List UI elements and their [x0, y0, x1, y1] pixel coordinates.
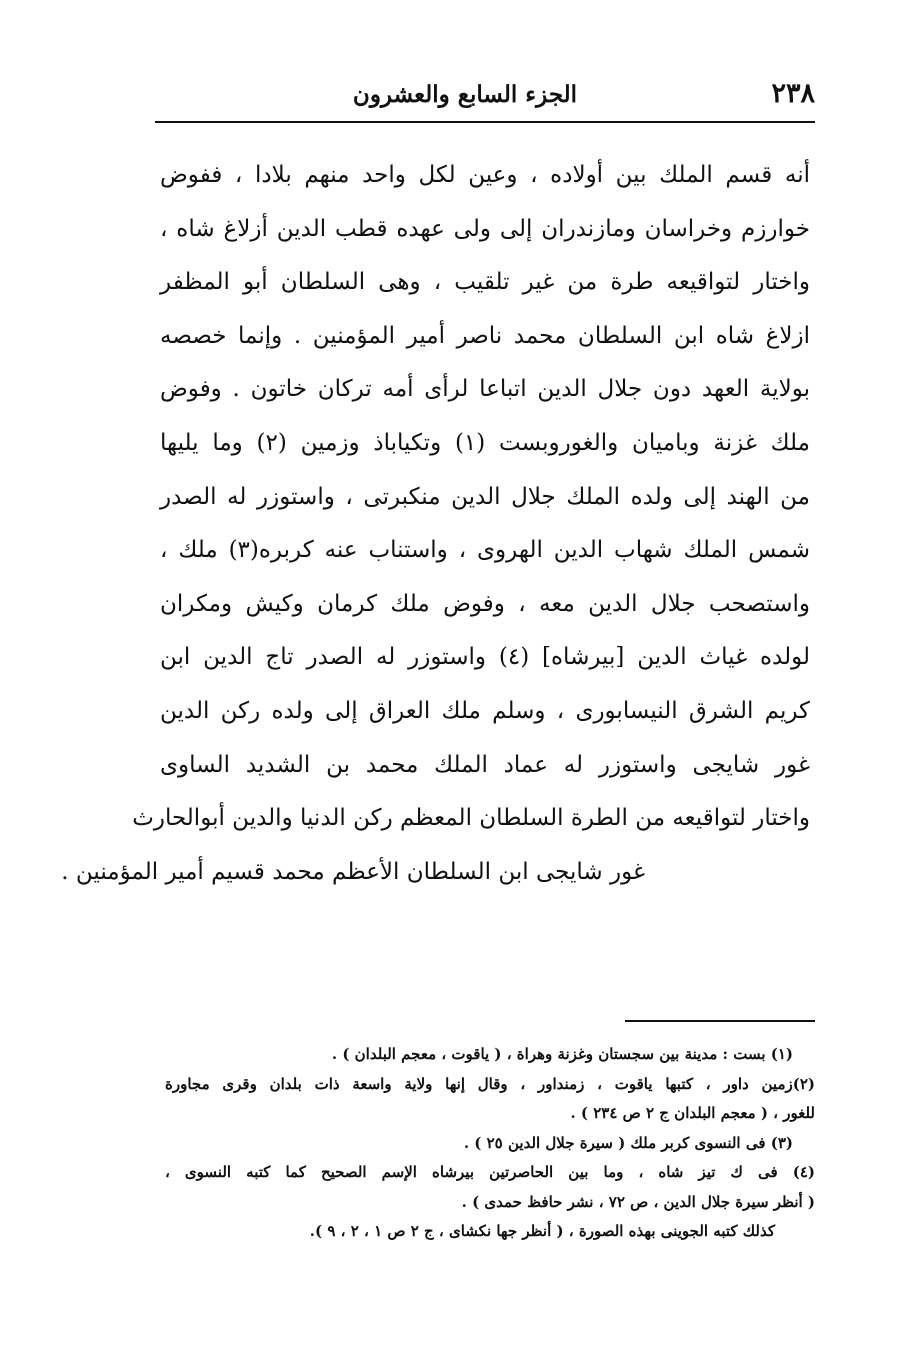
- footnote-2-cont: للغور ، ( معجم البلدان ج ٢ ص ٢٣٤ ) .: [570, 1104, 815, 1122]
- running-title: الجزء السابع والعشرون: [352, 81, 578, 108]
- text-line: بولاية العهد دون جلال الدين اتباعا لرأى أمه تركان خاتون . وفوض: [160, 376, 810, 403]
- page-header: [155, 76, 815, 116]
- text-line: واختار لتواقيعه طرة من غير تلقيب ، وهى السلطان أبو المظفر: [160, 269, 810, 296]
- text-line: ملك غزنة وباميان والغوروبست (١) وتكياباذ وزمين (٢) وما يليها: [160, 429, 810, 456]
- footnote-1: (١) بست : مدينة بين سجستان وغزنة وهراة ، ( ياقوت ، معجم البلدان ) .: [331, 1045, 793, 1063]
- text-line: شمس الملك شهاب الدين الهروى ، واستناب عنه كربره(٣) ملك ،: [160, 537, 810, 564]
- text-line: واستصحب جلال الدين معه ، وفوض ملك كرمان وكيش ومكران: [160, 590, 810, 617]
- footnote-3: (٣) فى النسوى كربر ملك ( سيرة جلال الدين ٢٥ ) .: [463, 1133, 793, 1152]
- footnote-separator: [625, 1020, 815, 1022]
- page-number: ٢٣٨: [771, 78, 815, 109]
- footnote-2: (٢)زمين داور ، كتبها ياقوت ، زمنداور ، وقال إنها ولاية واسعة ذات بلدان وقرى مجاورة: [165, 1074, 815, 1093]
- text-line-last: غور شايجى ابن السلطان الأعظم محمد قسيم أمير المؤمنين .: [61, 858, 645, 885]
- footnotes: [165, 1040, 815, 1247]
- header-rule: [155, 121, 815, 123]
- footnote-4: (٤) فى ك تيز شاه ، وما بين الحاصرتين بيرشاه الإسم الصحيح كما كتبه النسوى ،: [165, 1163, 815, 1181]
- text-line: خوارزم وخراسان ومازندران إلى ولى عهده قطب الدين أزلاغ شاه ،: [160, 215, 810, 242]
- main-text: [61, 149, 810, 899]
- text-line: من الهند إلى ولده الملك جلال الدين منكبرتى ، واستوزر له الصدر: [160, 483, 810, 510]
- text-line: كريم الشرق النيسابورى ، وسلم ملك العراق إلى ولده ركن الدين: [160, 697, 810, 724]
- text-line: واختار لتواقيعه من الطرة السلطان المعظم ركن الدنيا والدين أبوالحارث: [132, 805, 810, 832]
- text-line: لولده غياث الدين [بيرشاه] (٤) واستوزر له الصدر تاج الدين ابن: [160, 644, 810, 671]
- footnote-4-cont2: كذلك كتبه الجوينى بهذه الصورة ، ( أنظر جها نكشاى ، ج ٢ ص ١ ، ٢ ، ٩ ).: [309, 1222, 775, 1240]
- footnote-4-cont: ( أنظر سيرة جلال الدين ، ص ٧٢ ، نشر حافظ حمدى ) .: [461, 1192, 815, 1211]
- text-line: أنه قسم الملك بين أولاده ، وعين لكل واحد منهم بلادا ، ففوض: [160, 162, 810, 188]
- text-line: ازلاغ شاه ابن السلطان محمد ناصر أمير المؤمنين . وإنما خصصه: [160, 322, 810, 349]
- text-line: غور شايجى واستوزر له عماد الملك محمد بن الشديد الساوى: [160, 751, 810, 778]
